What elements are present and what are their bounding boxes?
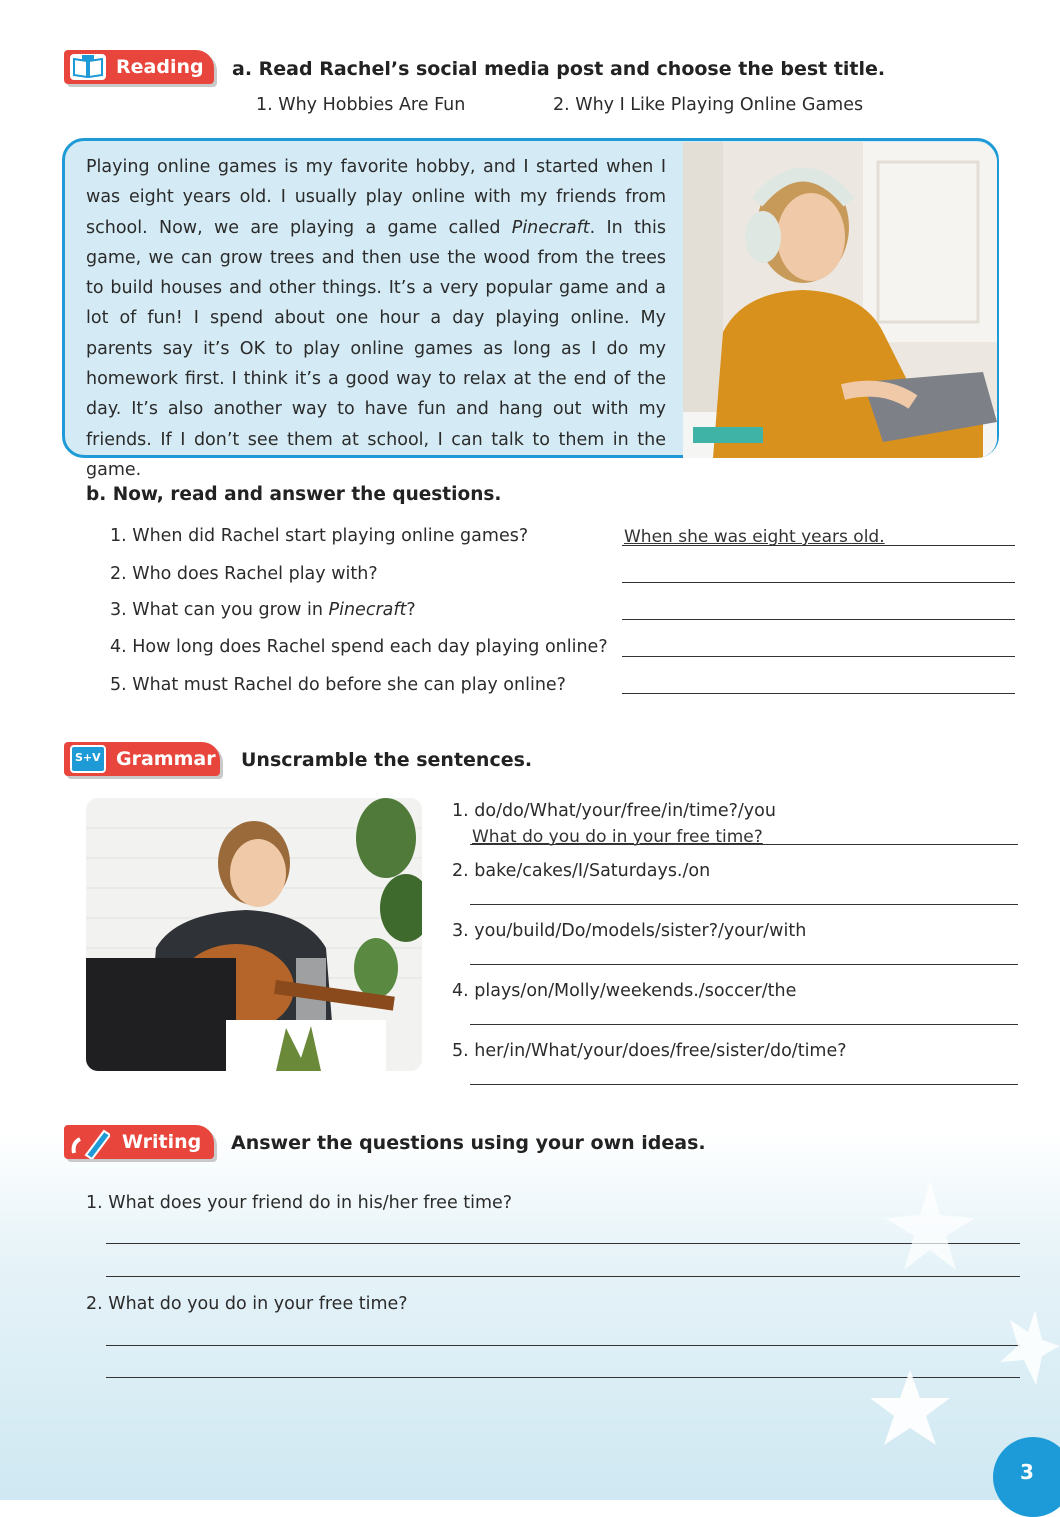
page-number <box>993 1437 1060 1517</box>
scramble-line-2[interactable] <box>470 904 1018 905</box>
title-option-2: 2. Why I Like Playing Online Games <box>553 95 864 115</box>
question-4: 4. How long does Rachel spend each day playing online? <box>110 637 608 657</box>
question-2: 2. Who does Rachel play with? <box>110 564 378 584</box>
scramble-line-5[interactable] <box>470 1084 1018 1085</box>
reading-passage <box>86 152 666 485</box>
writing-question-2: 2. What do you do in your free time? <box>86 1294 408 1314</box>
scramble-3: 3. you/build/Do/models/sister?/your/with <box>452 921 807 941</box>
answer-1: When she was eight years old. <box>624 527 885 547</box>
question-3-end: ? <box>406 600 416 620</box>
answer-line-3[interactable] <box>622 619 1015 620</box>
subject-verb-icon-text: S+V <box>75 751 101 764</box>
scramble-line-4[interactable] <box>470 1024 1018 1025</box>
writing-badge-label: Writing <box>122 1131 202 1153</box>
questions-heading: b. Now, read and answer the questions. <box>86 484 502 505</box>
reading-badge-label: Reading <box>116 56 204 78</box>
writing-badge <box>64 1125 214 1159</box>
pencil-icon <box>70 1129 106 1155</box>
starfish-decoration <box>860 1170 1060 1470</box>
answer-line-2[interactable] <box>622 582 1015 583</box>
writing-question-1: 1. What does your friend do in his/her free time? <box>86 1193 513 1213</box>
scramble-2: 2. bake/cakes/I/Saturdays./on <box>452 861 711 881</box>
scramble-4: 4. plays/on/Molly/weekends./soccer/the <box>452 981 797 1001</box>
reading-badge <box>64 50 214 84</box>
question-1: 1. When did Rachel start playing online games? <box>110 526 529 546</box>
scramble-answer-1: What do you do in your free time? <box>472 827 763 847</box>
book-icon <box>70 54 106 80</box>
title-option-1: 1. Why Hobbies Are Fun <box>256 95 466 115</box>
grammar-instruction: Unscramble the sentences. <box>241 749 533 771</box>
question-3-game-name: Pinecraft <box>328 600 407 620</box>
answer-line-5[interactable] <box>622 693 1015 694</box>
answer-line-4[interactable] <box>622 656 1015 657</box>
passage-game-name: Pinecraft <box>511 217 590 238</box>
question-3-text: 3. What can you grow in <box>110 600 329 620</box>
page-number-text: 3 <box>1020 1460 1034 1484</box>
writing-instruction: Answer the questions using your own ideas. <box>231 1132 706 1154</box>
question-3 <box>110 600 416 620</box>
reading-instruction: a. Read Rachel’s social media post and choose the best title. <box>232 58 886 80</box>
answer-line-1[interactable] <box>622 545 1015 546</box>
scramble-line-1[interactable] <box>470 844 1018 845</box>
grammar-badge <box>64 742 220 776</box>
girl-with-laptop-photo <box>683 142 997 458</box>
boy-with-guitar-photo <box>86 798 422 1071</box>
scramble-1: 1. do/do/What/your/free/in/time?/you <box>452 801 776 821</box>
passage-text-2: . In this game, we can grow trees and then use the wood from the trees to build houses and other things. It’s a very popular game and a lot of fun! I spend about one hour a day playing online. My parents say it’s OK to play online games as long as I do my homework first. I think it’s a good way to relax at the end of the day. It’s also another way to have fun and hang out with my friends. If I don’t see them at school, I can talk to them in the game. <box>86 217 667 480</box>
scramble-line-3[interactable] <box>470 964 1018 965</box>
question-5: 5. What must Rachel do before she can play online? <box>110 675 566 695</box>
passage-text-1: Playing online games is my favorite hobby, and I started when I was eight years old. I usually play online with my friends from school. Now, we are playing a game called <box>86 157 666 238</box>
grammar-badge-label: Grammar <box>116 748 216 770</box>
subject-verb-icon <box>70 745 106 773</box>
scramble-5: 5. her/in/What/your/does/free/sister/do/time? <box>452 1041 847 1061</box>
